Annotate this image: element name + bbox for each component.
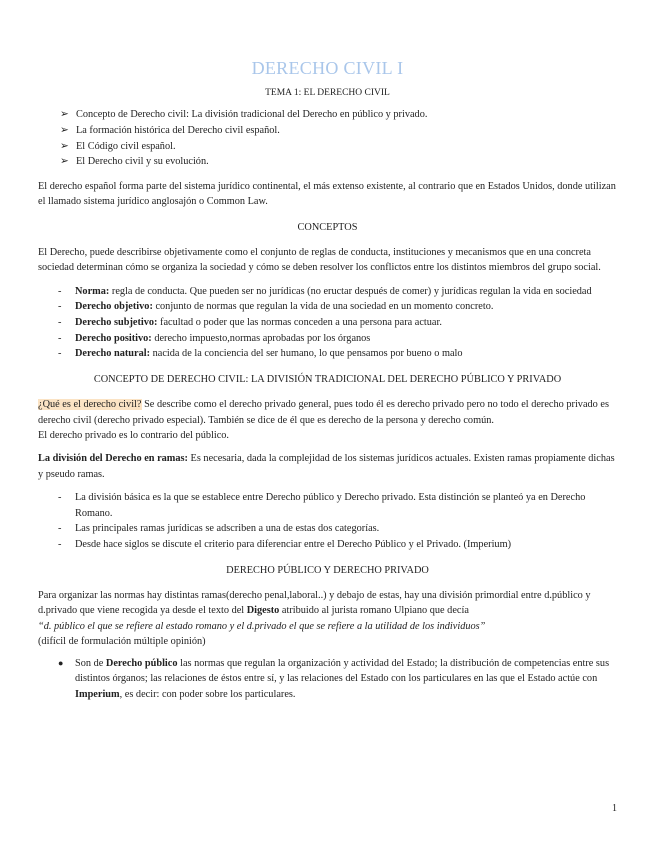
topic-text: El Derecho civil y su evolución. [76,156,209,168]
derecho-definition-paragraph: El Derecho, puede describirse objetivamente como el conjunto de reglas de conducta, instituciones y mecanismos que en una concreta sociedad determinan cómo se organiza la sociedad y cómo se deben resolver los conflictos entre los distintos miembros del grupo social. [38,247,601,274]
digesto-term: Digesto [246,605,280,617]
bullet-text: Son de [75,657,106,669]
term-label: Derecho positivo: [75,332,152,344]
term-item [58,284,617,300]
ramas-item-text: La división básica es la que se establece entre Derecho público y Derecho privado. Esta distinción se planteó ya en Derecho Romano. [75,492,586,519]
term-item [58,346,617,362]
conceptos-heading: CONCEPTOS [297,221,358,233]
dash-bullet: - [58,317,62,328]
ramas-item-text: Desde hace siglos se discute el criterio para diferenciar entre el Derecho Público y el Privado. (Imperium) [75,539,512,550]
term-definition: facultad o poder que las normas conceden a una persona para actuar. [157,317,442,328]
dash-bullet: - [58,332,62,344]
term-definition: derecho impuesto,normas aprobadas por los órganos [151,332,371,344]
ramas-label: La división del Derecho en ramas: [38,453,188,465]
highlighted-question: ¿Qué es el derecho civil? [38,399,142,411]
term-definition: conjunto de normas que regulan la vida de una sociedad en un momento concreto. [152,301,494,313]
arrow-bullet-icon: ➢ [60,109,69,121]
paragraph-text: atribuido al jurista romano Ulpiano que decía [279,605,469,617]
derecho-publico-list [38,656,617,703]
dash-bullet: - [58,301,62,313]
term-definition: nacida de la conciencia del ser humano, lo que pensamos por bueno o malo [150,348,463,360]
derecho-publico-term: Derecho público [105,657,178,669]
term-label: Norma: [75,285,110,297]
terms-list [38,284,617,362]
derecho-privado-line: El derecho privado es lo contrario del público. [38,430,230,441]
dash-bullet: - [58,523,62,535]
ramas-paragraph [38,451,617,482]
document-title: DERECHO CIVIL I [251,58,404,78]
imperium-term: Imperium [75,688,120,700]
term-item [58,315,617,331]
topic-text: Concepto de Derecho civil: La división tradicional del Derecho en público y privado. [76,109,428,121]
topic-text: La formación histórica del Derecho civil español. [76,125,280,136]
ramas-item [58,537,617,553]
dash-bullet: - [58,539,62,550]
ulpiano-quote: “d. público el que se refiere al estado romano y el d.privado el que se refiere a la utilidad de los individuos” [38,620,486,632]
intro-paragraph: El derecho español forma parte del sistema jurídico continental, el más extenso existente, al contrario que en Estados Unidos, donde utilizan el llamado sistema jurídico anglosajón o Common Law. [38,180,616,208]
term-item [58,331,617,347]
paragraph-text: Para organizar las normas hay distintas ramas(derecho penal,laboral..) y debajo de estas, hay una división primordial entre d.público y d.privado que viene recogida ya desde el texto del [38,590,591,617]
publico-privado-paragraph [38,588,617,650]
ramas-item [58,490,617,521]
topic-item [60,154,617,170]
ramas-text: Es necesaria, dada la complejidad de los sistemas jurídicos actuales. Existen ramas propiamente dichas y pseudo ramas. [38,453,615,480]
derecho-civil-answer: Se describe como el derecho privado general, pues todo él es derecho privado pero no todo el derecho privado es derecho civil (derecho privado especial). También se dice de él que es derecho de la persona y derecho común. [38,399,609,426]
topic-item [60,107,617,123]
derecho-civil-paragraph [38,397,617,443]
term-label: Derecho subjetivo: [75,317,158,328]
concepto-derecho-civil-heading: CONCEPTO DE DERECHO CIVIL: LA DIVISIÓN TRADICIONAL DEL DERECHO PÚBLICO Y PRIVADO [93,373,562,385]
term-definition: regla de conducta. Que pueden ser no jurídicas (no eructar después de comer) y jurídicas regulan la vida en sociedad [109,285,592,297]
arrow-bullet-icon: ➢ [60,156,69,168]
topic-item [60,123,617,139]
ramas-list [38,490,617,552]
dash-bullet: - [58,492,62,504]
bullet-text: las normas que regulan la organización y actividad del Estado; la distribución de competencias entre sus distintos órganos; las relaciones de éstos entre sí, y las relaciones del Estado con los particulares en las que el Estado actúe con [75,657,610,685]
topics-list [38,107,617,169]
arrow-bullet-icon: ➢ [60,125,69,136]
term-label: Derecho objetivo: [75,301,153,313]
term-label: Derecho natural: [75,348,151,360]
topic-text: El Código civil español. [76,140,176,152]
arrow-bullet-icon: ➢ [60,140,69,152]
term-item [58,299,617,315]
dot-bullet-icon: ● [58,657,64,668]
formulation-note: (difícil de formulación múltiple opinión) [38,636,206,648]
topic-item [60,139,617,155]
ramas-item [58,521,617,537]
dash-bullet: - [58,285,62,297]
publico-privado-heading: DERECHO PÚBLICO Y DERECHO PRIVADO [226,564,429,576]
dash-bullet: - [58,348,62,360]
bullet-text: , es decir: con poder sobre los particulares. [119,688,296,700]
ramas-item-text: Las principales ramas jurídicas se adscriben a una de estas dos categorías. [75,523,380,535]
derecho-publico-item [58,656,617,703]
document-subtitle: TEMA 1: EL DERECHO CIVIL [265,88,390,98]
page-number: 1 [612,803,617,814]
